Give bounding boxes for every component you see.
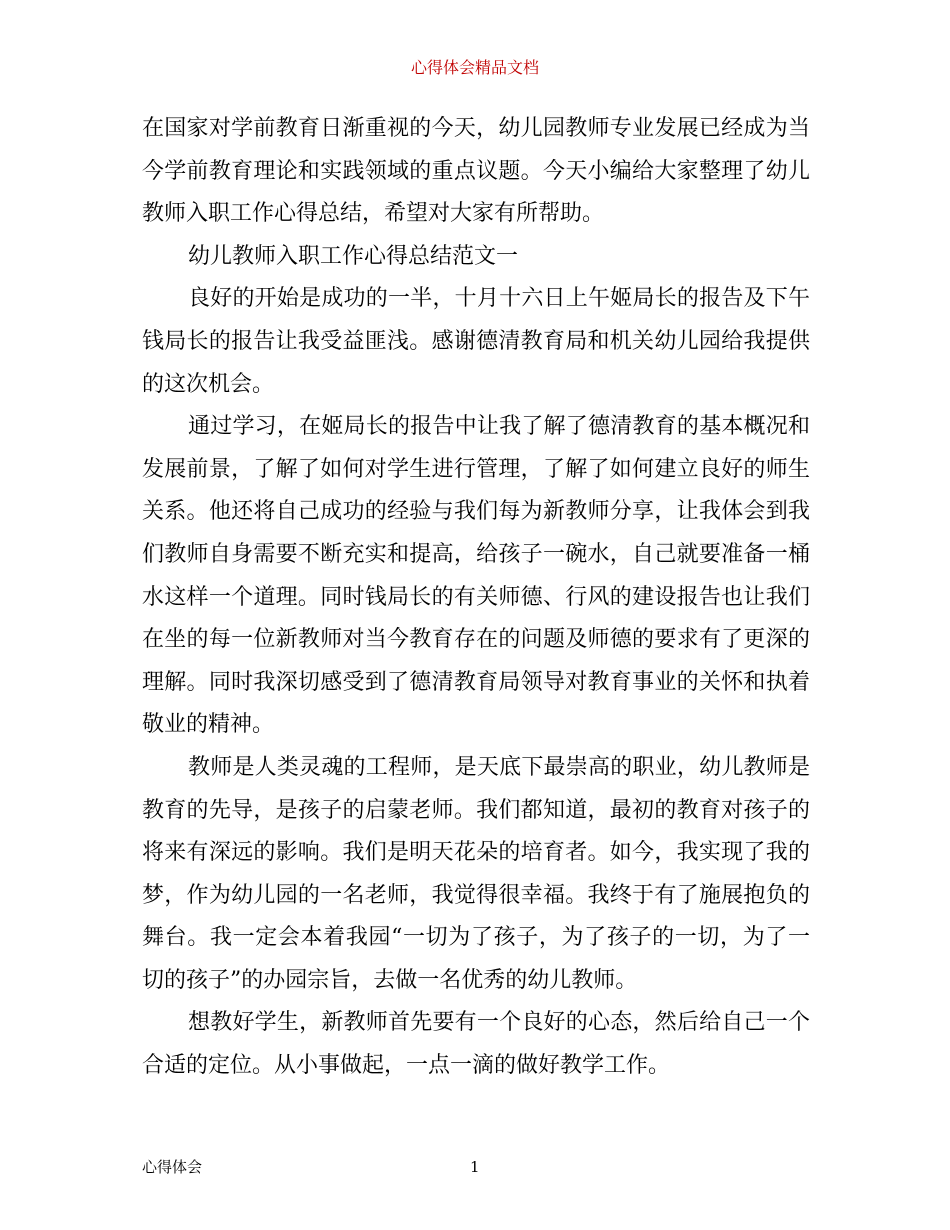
document-body	[142, 108, 810, 1088]
paragraph: 通过学习，在姬局长的报告中让我了解了德清教育的基本概况和发展前景，了解了如何对学生进行管理，了解了如何建立良好的师生关系。他还将自己成功的经验与我们每为新教师分享，让我体会到我们教师自身需要不断充实和提高，给孩子一碗水，自己就要准备一桶水这样一个道理。同时钱局长的有关师德、行风的建设报告也让我们在坐的每一位新教师对当今教育存在的问题及师德的要求有了更深的理解。同时我深切感受到了德清教育局领导对教育事业的关怀和执着敬业的精神。	[142, 414, 810, 738]
paragraph: 想教好学生，新教师首先要有一个良好的心态，然后给自己一个合适的定位。从小事做起，一点一滴的做好教学工作。	[142, 1010, 810, 1079]
paragraph: 良好的开始是成功的一半，十月十六日上午姬局长的报告及下午钱局长的报告让我受益匪浅。感谢德清教育局和机关幼儿园给我提供的这次机会。	[142, 286, 810, 397]
paragraph: 教师是人类灵魂的工程师，是天底下最崇高的职业，幼儿教师是教育的先导，是孩子的启蒙老师。我们都知道，最初的教育对孩子的将来有深远的影响。我们是明天花朵的培育者。如今，我实现了我的梦，作为幼儿园的一名老师，我觉得很幸福。我终于有了施展抱负的舞台。我一定会本着我园“一切为了孩子，为了孩子的一切，为了一切的孩子”的办园宗旨，去做一名优秀的幼儿教师。	[142, 754, 810, 993]
page-footer-label: 心得体会	[142, 1158, 203, 1176]
paragraph-section-heading: 幼儿教师入职工作心得总结范文一	[188, 243, 519, 269]
page-header-title: 心得体会精品文档	[410, 58, 539, 77]
paragraph-intro: 在国家对学前教育日渐重视的今天，幼儿园教师专业发展已经成为当今学前教育理论和实践领域的重点议题。今天小编给大家整理了幼儿教师入职工作心得总结，希望对大家有所帮助。	[142, 116, 810, 227]
page-number: 1	[470, 1158, 480, 1176]
